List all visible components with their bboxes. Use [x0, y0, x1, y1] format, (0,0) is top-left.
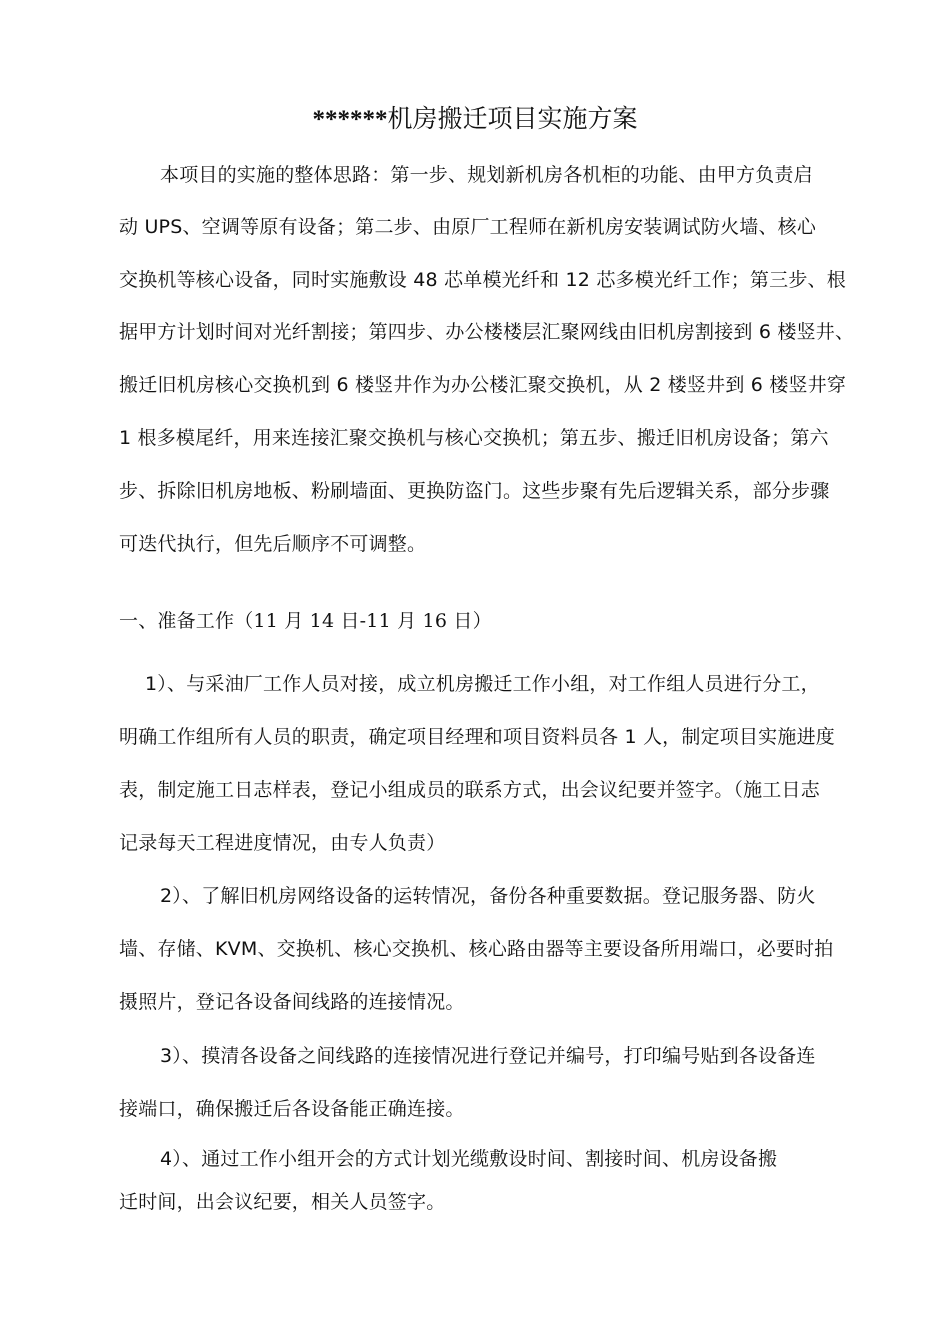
title-main: 机房搬迁项目实施方案	[387, 104, 638, 133]
intro-line: 搬迁旧机房核心交换机到 6 楼竖井作为办公楼汇聚交换机，从 2 楼竖井到 6 楼竖井穿	[119, 374, 847, 396]
item-line: 表，制定施工日志样表，登记小组成员的联系方式，出会议纪要并签字。（施工日志	[119, 779, 820, 801]
item-line: 1）、与采油厂工作人员对接，成立机房搬迁工作小组，对工作组人员进行分工，	[145, 673, 820, 695]
item-line: 接端口，确保搬迁后各设备能正确连接。	[119, 1098, 465, 1120]
section-heading: 一、准备工作（11 月 14 日-11 月 16 日）	[119, 610, 492, 632]
item-line: 记录每天工程进度情况，由专人负责）	[119, 832, 446, 854]
intro-line: 1 根多模尾纤，用来连接汇聚交换机与核心交换机；第五步、搬迁旧机房设备；第六	[119, 427, 829, 449]
item-line: 迁时间，出会议纪要，相关人员签字。	[119, 1191, 446, 1213]
intro-line: 动 UPS、空调等原有设备；第二步、由原厂工程师在新机房安装调试防火墙、核心	[119, 216, 817, 238]
intro-line: 交换机等核心设备，同时实施敷设 48 芯单模光纤和 12 芯多模光纤工作；第三步、根	[119, 269, 846, 291]
item-line: 墙、存储、KVM、交换机、核心交换机、核心路由器等主要设备所用端口，必要时拍	[119, 938, 834, 960]
intro-line: 可迭代执行，但先后顺序不可调整。	[119, 533, 427, 555]
intro-line: 步、拆除旧机房地板、粉刷墙面、更换防盗门。这些步聚有先后逻辑关系，部分步骤	[119, 480, 830, 502]
intro-line: 本项目的实施的整体思路：第一步、规划新机房各机柜的功能、由甲方负责启	[160, 164, 813, 186]
document-title	[0, 103, 950, 136]
intro-line: 据甲方计划时间对光纤割接；第四步、办公楼楼层汇聚网线由旧机房割接到 6 楼竖井、	[119, 321, 855, 343]
title-prefix: ******	[312, 106, 388, 133]
item-line: 2）、了解旧机房网络设备的运转情况，备份各种重要数据。登记服务器、防火	[160, 885, 816, 907]
item-line: 3）、摸清各设备之间线路的连接情况进行登记并编号，打印编号贴到各设备连	[160, 1045, 816, 1067]
item-line: 明确工作组所有人员的职责，确定项目经理和项目资料员各 1 人，制定项目实施进度	[119, 726, 835, 748]
item-line: 4）、通过工作小组开会的方式计划光缆敷设时间、割接时间、机房设备搬	[160, 1148, 778, 1170]
item-line: 摄照片，登记各设备间线路的连接情况。	[119, 991, 465, 1013]
